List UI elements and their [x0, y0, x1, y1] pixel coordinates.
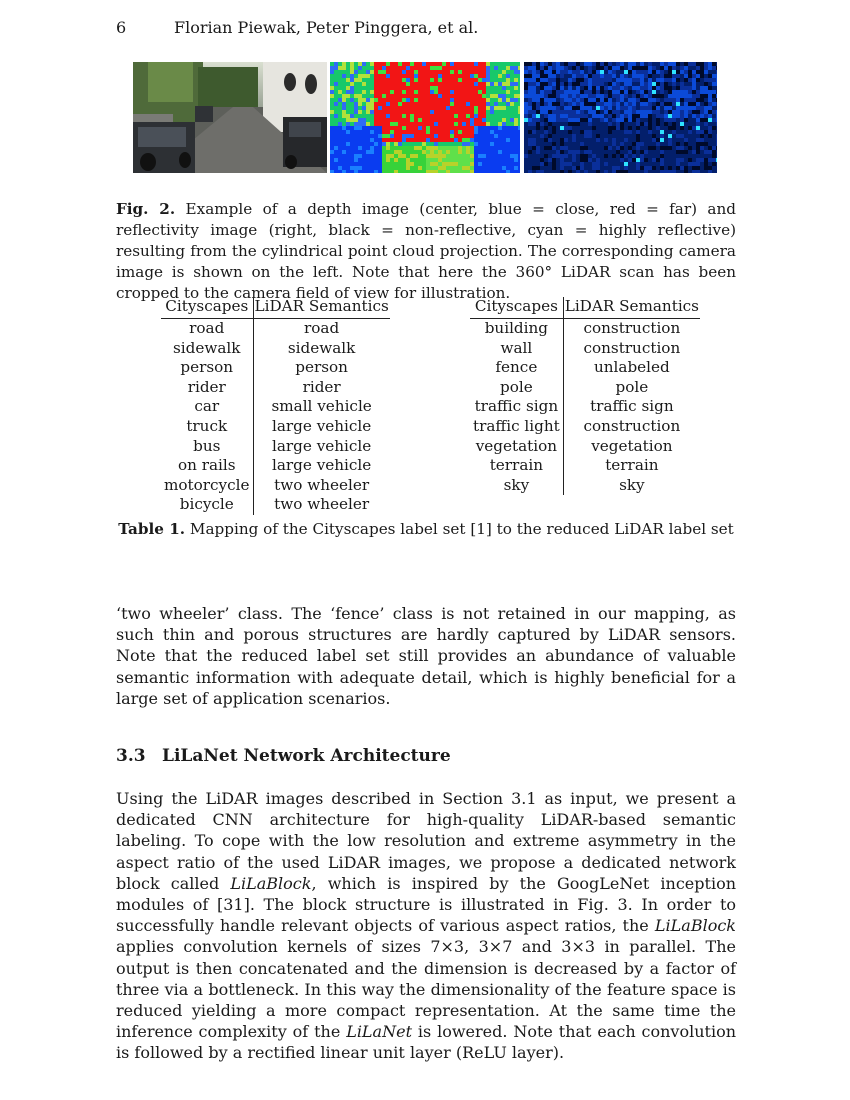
label-mapping-table-left	[161, 297, 390, 515]
table-row	[470, 456, 700, 476]
cityscapes-label-cell: building	[470, 319, 563, 339]
cityscapes-label-cell: rider	[161, 378, 253, 398]
cityscapes-label-cell: car	[161, 397, 253, 417]
camera-image	[133, 62, 327, 173]
figure-label: Fig. 2.	[116, 200, 176, 218]
paragraph-text: applies convolution kernels of sizes 7×3, 3×7 and 3×3 in parallel. The output is then concatenated and the dimension is decreased by a factor of three via a bottleneck. In this way the dimensionality of the feature space is reduced yielding a more compact representation. At the same time the inference complexity of the	[116, 937, 736, 1042]
lidar-label-cell: construction	[583, 416, 681, 435]
lidar-label-cell: traffic sign	[590, 397, 674, 416]
label-mapping-table-right	[470, 297, 700, 495]
section-number: 3.3	[116, 746, 146, 766]
table-row	[470, 437, 700, 457]
column-header-lidar-semantics: LiDAR Semantics	[253, 297, 390, 319]
cityscapes-label-cell: fence	[470, 358, 563, 378]
cityscapes-label-cell: bicycle	[161, 495, 253, 515]
table-row	[470, 397, 700, 417]
lidar-label-cell: terrain	[605, 456, 659, 475]
lidar-label-cell: sidewalk	[287, 338, 356, 357]
lidar-label-cell: vegetation	[591, 436, 673, 455]
cityscapes-label-cell: terrain	[470, 456, 563, 476]
lidar-label-cell: construction	[583, 319, 681, 337]
cityscapes-label-cell: bus	[161, 437, 253, 457]
cityscapes-label-cell: sidewalk	[161, 339, 253, 359]
table-row	[470, 358, 700, 378]
table-row	[161, 339, 390, 359]
lidar-label-cell: two wheeler	[274, 475, 370, 494]
running-header-authors: Florian Piewak, Peter Pinggera, et al.	[174, 18, 479, 37]
paragraph-text: is lowered. Note that each convolution is followed by a rectified linear unit layer (ReLU layer).	[116, 1022, 737, 1063]
emphasis-term: LiLaBlock	[230, 873, 312, 893]
reflectivity-image	[524, 62, 717, 173]
depth-image	[330, 62, 520, 173]
lidar-label-cell: person	[295, 358, 348, 377]
cityscapes-label-cell: road	[161, 319, 253, 339]
table-caption-text: Mapping of the Cityscapes label set [1] to the reduced LiDAR label set	[189, 520, 734, 538]
lidar-label-cell: large vehicle	[271, 436, 372, 455]
lidar-label-cell: pole	[615, 377, 649, 396]
lidar-label-cell: two wheeler	[274, 495, 370, 514]
cityscapes-label-cell: wall	[470, 339, 563, 359]
table-row	[470, 417, 700, 437]
paragraph-text: , which is inspired by the GoogLeNet inception modules of [31]. The block structure is illustrated in Fig. 3. In order to successfully handle relevant objects of various aspect ratios, the	[116, 873, 736, 936]
table-row	[161, 456, 390, 476]
cityscapes-label-cell: person	[161, 358, 253, 378]
lidar-label-cell: unlabeled	[593, 358, 670, 377]
table-row	[161, 476, 390, 496]
cityscapes-label-cell: sky	[470, 476, 563, 496]
figure-caption	[116, 199, 736, 304]
cityscapes-label-cell: truck	[161, 417, 253, 437]
page-number: 6	[116, 18, 127, 37]
emphasis-term: LiLaBlock	[654, 916, 736, 936]
table-label: Table 1.	[118, 520, 186, 538]
table-row	[161, 495, 390, 515]
cityscapes-label-cell: traffic light	[470, 417, 563, 437]
table-row	[161, 319, 390, 339]
section-heading	[116, 746, 451, 766]
table-row	[470, 339, 700, 359]
cityscapes-label-cell: motorcycle	[161, 476, 253, 496]
body-paragraph: ‘two wheeler’ class. The ‘fence’ class is not retained in our mapping, as such thin and porous structures are hardly captured by LiDAR sensors. Note that the reduced label set still provides an abundance of valuable semantic information with adequate detail, which is highly beneficial for a large set of application scenarios.	[116, 604, 736, 708]
section-title: LiLaNet Network Architecture	[162, 746, 451, 766]
emphasis-term: LiLaNet	[346, 1022, 412, 1042]
cityscapes-label-cell: traffic sign	[470, 397, 563, 417]
lidar-label-cell: road	[304, 319, 340, 337]
column-header-cityscapes: Cityscapes	[470, 297, 563, 319]
table-row	[161, 437, 390, 457]
cityscapes-label-cell: vegetation	[470, 437, 563, 457]
column-header-lidar-semantics: LiDAR Semantics	[563, 297, 700, 319]
figure-caption-text: Example of a depth image (center, blue = close, red = far) and reflectivity image (right, black = non-reflective, cyan = highly reflective) resulting from the cylindrical point cloud projection. The corresponding camera image is shown on the left. Note that here the 360° LiDAR scan has been cropped to the camera field of view for illustration.	[116, 200, 736, 302]
table-row	[161, 417, 390, 437]
column-header-cityscapes: Cityscapes	[161, 297, 253, 319]
table-row	[470, 319, 700, 339]
lidar-label-cell: large vehicle	[271, 456, 372, 475]
lidar-label-cell: small vehicle	[271, 397, 372, 416]
table-row	[161, 378, 390, 398]
paragraph-text: Using the LiDAR images described in Section 3.1 as input, we present a dedicated CNN architecture for high-quality LiDAR-based semantic labeling. To cope with the low resolution and extreme asymmetry in the aspect ratio of the used LiDAR images, we propose a dedicated network block called	[116, 789, 736, 893]
cityscapes-label-cell: pole	[470, 378, 563, 398]
table-row	[161, 397, 390, 417]
table-row	[161, 358, 390, 378]
table-row	[470, 476, 700, 496]
table-row	[470, 378, 700, 398]
lidar-label-cell: sky	[619, 475, 645, 494]
lidar-label-cell: rider	[302, 377, 341, 396]
lidar-label-cell: construction	[583, 338, 681, 357]
cityscapes-label-cell: on rails	[161, 456, 253, 476]
lidar-label-cell: large vehicle	[271, 416, 372, 435]
body-paragraph	[116, 788, 736, 1064]
table-caption	[116, 520, 736, 538]
